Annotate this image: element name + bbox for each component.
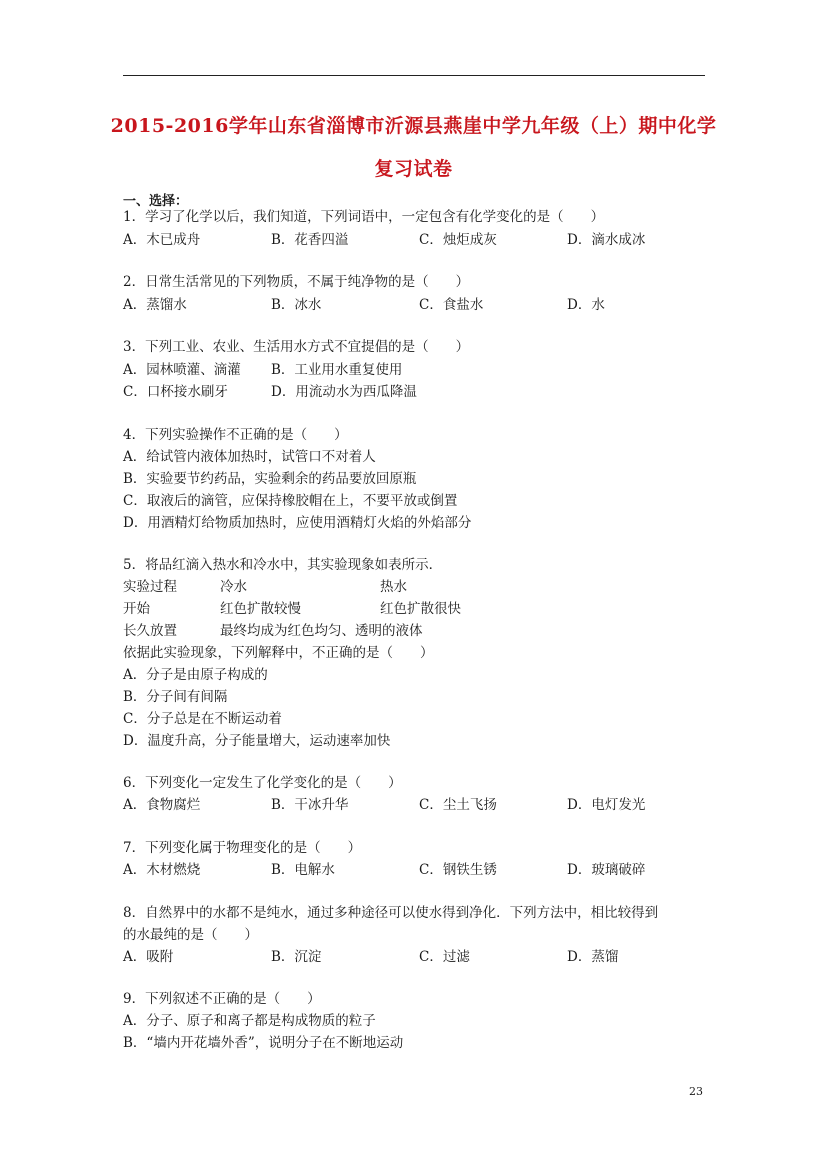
question-5-stem-2: 依据此实验现象，下列解释中，不正确的是（ ） <box>123 645 434 661</box>
question-8-option-d: D．蒸馏 <box>567 949 619 965</box>
question-9-stem: 9．下列叙述不正确的是（ ） <box>123 991 321 1007</box>
question-7-stem: 7．下列变化属于物理变化的是（ ） <box>123 840 362 856</box>
question-1-option-a: A．木已成舟 <box>123 232 201 248</box>
question-1-option-c: C．烛炬成灰 <box>419 232 497 248</box>
question-8-stem-cont: 的水最纯的是（ ） <box>123 927 258 943</box>
question-7-option-d: D．玻璃破碎 <box>567 862 646 878</box>
header-rule <box>123 75 705 76</box>
question-8-option-a: A．吸附 <box>123 949 174 965</box>
question-3-stem: 3．下列工业、农业、生活用水方式不宜提倡的是（ ） <box>123 339 470 355</box>
question-2-stem: 2．日常生活常见的下列物质，不属于纯净物的是（ ） <box>123 274 470 290</box>
question-3-option-a: A．园林喷灌、滴灌 <box>123 362 241 378</box>
question-4-option-b: B．实验要节约药品，实验剩余的药品要放回原瓶 <box>123 471 417 487</box>
question-9-option-a: A．分子、原子和离子都是构成物质的粒子 <box>123 1013 376 1029</box>
question-7-option-b: B．电解水 <box>271 862 335 878</box>
question-5-option-c: C．分子总是在不断运动着 <box>123 711 282 727</box>
question-8-option-b: B．沉淀 <box>271 949 322 965</box>
question-4-stem: 4．下列实验操作不正确的是（ ） <box>123 427 348 443</box>
question-8-option-c: C．过滤 <box>419 949 470 965</box>
question-1-option-d: D．滴水成冰 <box>567 232 646 248</box>
question-6-option-a: A．食物腐烂 <box>123 797 201 813</box>
question-4-option-a: A．给试管内液体加热时，试管口不对着人 <box>123 449 376 465</box>
question-2-option-c: C．食盐水 <box>419 297 484 313</box>
question-3-option-b: B．工业用水重复使用 <box>271 362 403 378</box>
question-6-option-d: D．电灯发光 <box>567 797 646 813</box>
section-heading: 一、选择： <box>123 194 189 209</box>
page-number: 23 <box>689 1085 703 1098</box>
question-1-stem: 1．学习了化学以后，我们知道，下列词语中，一定包含有化学变化的是（ ） <box>123 209 605 225</box>
table-cell: 红色扩散很快 <box>380 601 461 617</box>
question-5-stem: 5．将品红滴入热水和冷水中，其实验现象如表所示． <box>123 557 443 573</box>
page-title-line2: 复习试卷 <box>374 158 453 180</box>
question-7-option-a: A．木材燃烧 <box>123 862 201 878</box>
question-5-option-d: D．温度升高，分子能量增大，运动速率加快 <box>123 733 391 749</box>
question-2-option-a: A．蒸馏水 <box>123 297 187 313</box>
table-cell: 开始 <box>123 601 150 617</box>
question-1-option-b: B．花香四溢 <box>271 232 349 248</box>
table-cell: 实验过程 <box>123 579 177 595</box>
page-title: 2015-2016学年山东省淄博市沂源县燕崖中学九年级（上）期中化学 <box>110 115 717 137</box>
question-6-option-b: B．干冰升华 <box>271 797 349 813</box>
question-8-stem: 8．自然界中的水都不是纯水，通过多种途径可以使水得到净化．下列方法中，相比较得到 <box>123 905 659 921</box>
question-7-option-c: C．钢铁生锈 <box>419 862 497 878</box>
question-3-option-d: D．用流动水为西瓜降温 <box>271 384 417 400</box>
table-cell: 热水 <box>380 579 407 595</box>
table-cell: 红色扩散较慢 <box>220 601 301 617</box>
question-3-option-c: C．口杯接水刷牙 <box>123 384 228 400</box>
question-2-option-b: B．冰水 <box>271 297 322 313</box>
table-cell: 最终均成为红色均匀、透明的液体 <box>220 623 423 639</box>
question-4-option-d: D．用酒精灯给物质加热时，应使用酒精灯火焰的外焰部分 <box>123 515 472 531</box>
question-9-option-b: B．“墙内开花墙外香”，说明分子在不断地运动 <box>123 1035 404 1051</box>
question-5-option-a: A．分子是由原子构成的 <box>123 667 268 683</box>
question-6-option-c: C．尘土飞扬 <box>419 797 497 813</box>
question-5-option-b: B．分子间有间隔 <box>123 689 228 705</box>
question-2-option-d: D．水 <box>567 297 605 313</box>
question-4-option-c: C．取液后的滴管，应保持橡胶帽在上，不要平放或倒置 <box>123 493 458 509</box>
table-cell: 长久放置 <box>123 623 177 639</box>
question-6-stem: 6．下列变化一定发生了化学变化的是（ ） <box>123 775 402 791</box>
table-cell: 冷水 <box>220 579 247 595</box>
